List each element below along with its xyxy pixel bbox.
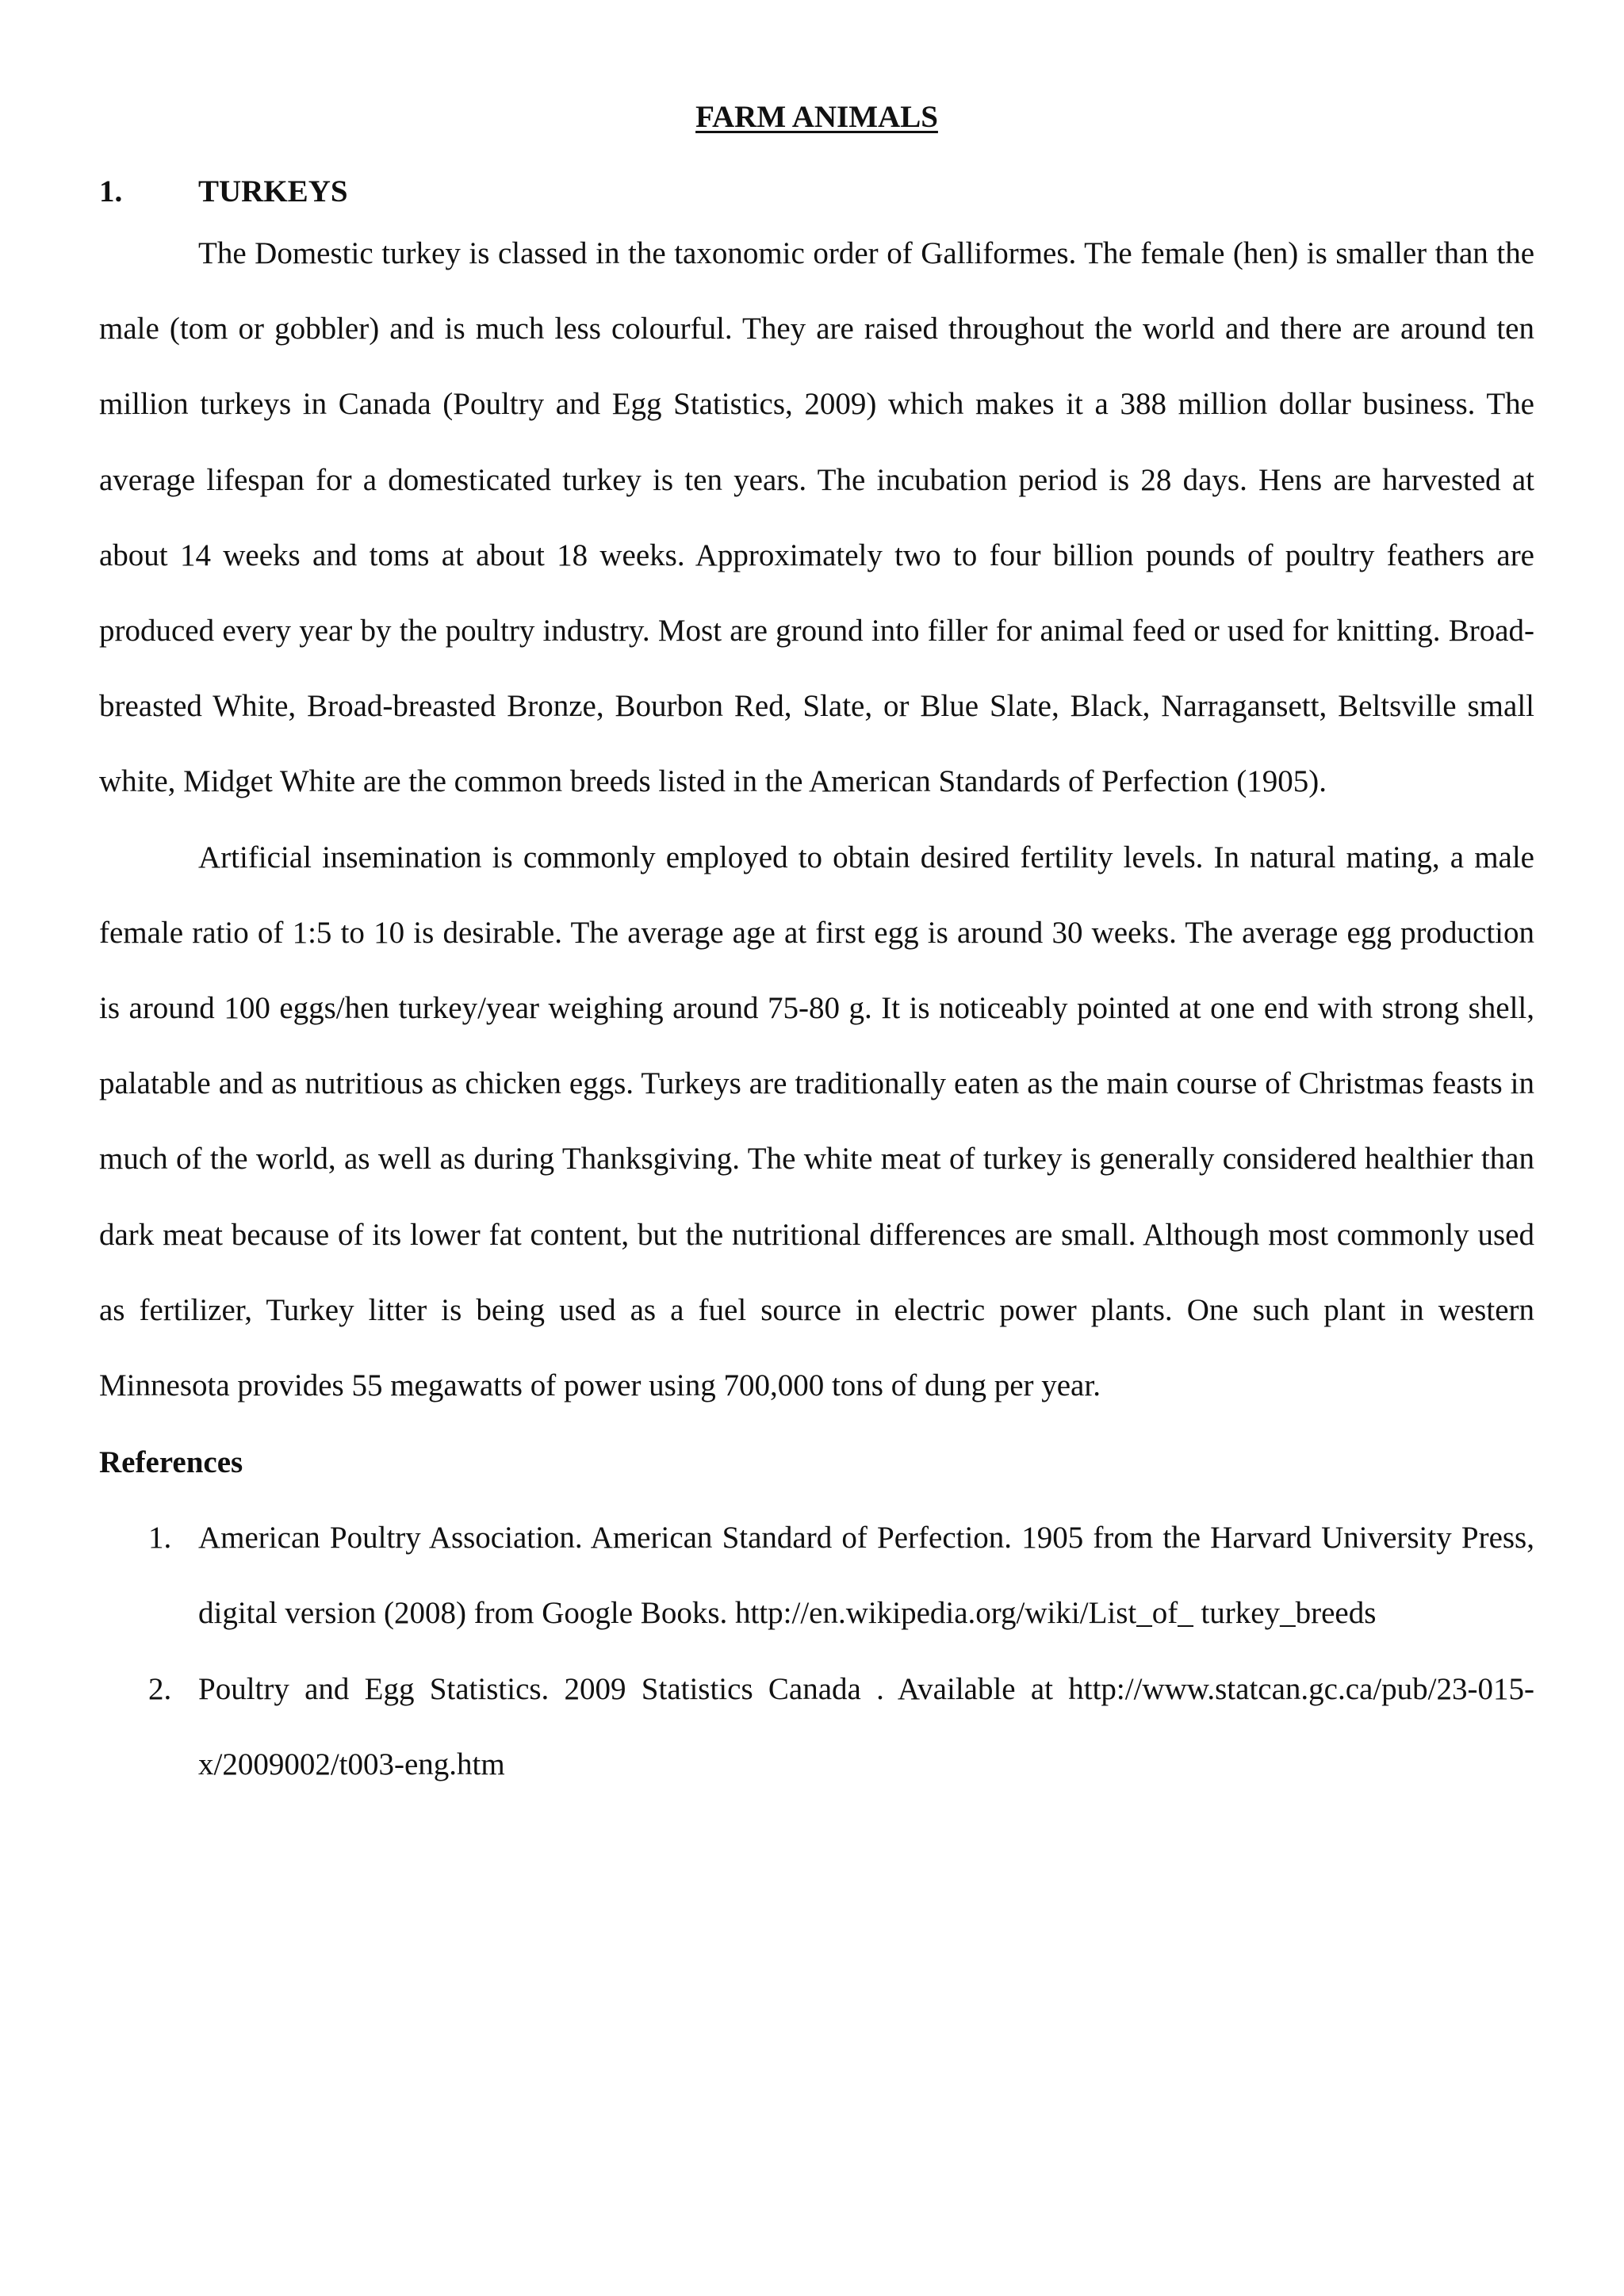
reference-item [99,1651,1534,1802]
reference-number: 1. [148,1521,172,1556]
document-title: FARM ANIMALS [695,100,938,134]
document-page [99,94,1534,1802]
section-heading [99,168,1534,216]
reference-text: Poultry and Egg Statistics. 2009 Statistics Canada . Available at http://www.statcan.gc.ca/pub/23-015-x/2009002/t003-eng.htm [198,1671,1534,1781]
references-heading: References [99,1445,243,1480]
section-number: 1. [99,174,123,209]
body-paragraph: The Domestic turkey is classed in the taxonomic order of Galliformes. The female (hen) is smaller than the male (tom or gobbler) and is much less colourful. They are raised throughout the world and there are around ten million turkeys in Canada (Poultry and Egg Statistics, 2009) which makes it a 388 million dollar business. The average lifespan for a domesticated turkey is ten years. The incubation period is 28 days. Hens are harvested at about 14 weeks and toms at about 18 weeks. Approximately two to four billion pounds of poultry feathers are produced every year by the poultry industry. Most are ground into filler for animal feed or used for knitting. Broad-breasted White, Broad-breasted Bronze, Bourbon Red, Slate, or Blue Slate, Black, Narragansett, Beltsville small white, Midget White are the common breeds listed in the American Standards of Perfection (1905). [99,236,1534,799]
reference-item [99,1500,1534,1651]
body-paragraph: Artificial insemination is commonly employed to obtain desired fertility levels. In natural mating, a male female ratio of 1:5 to 10 is desirable. The average age at first egg is around 30 weeks. The average egg production is around 100 eggs/hen turkey/year weighing around 75-80 g. It is noticeably pointed at one end with strong shell, palatable and as nutritious as chicken eggs. Turkeys are traditionally eaten as the main course of Christmas feasts in much of the world, as well as during Thanksgiving. The white meat of turkey is generally considered healthier than dark meat because of its lower fat content, but the nutritional differences are small. Although most commonly used as fertilizer, Turkey litter is being used as a fuel source in electric power plants. One such plant in western Minnesota provides 55 megawatts of power using 700,000 tons of dung per year. [99,840,1534,1403]
references-list [99,1500,1534,1802]
reference-text: American Poultry Association. American Standard of Perfection. 1905 from the Harvard University Press, digital version (2008) from Google Books. http://en.wikipedia.org/wiki/List_of_ turkey_breeds [198,1521,1534,1631]
section-title: TURKEYS [198,174,348,209]
reference-number: 2. [148,1671,172,1706]
